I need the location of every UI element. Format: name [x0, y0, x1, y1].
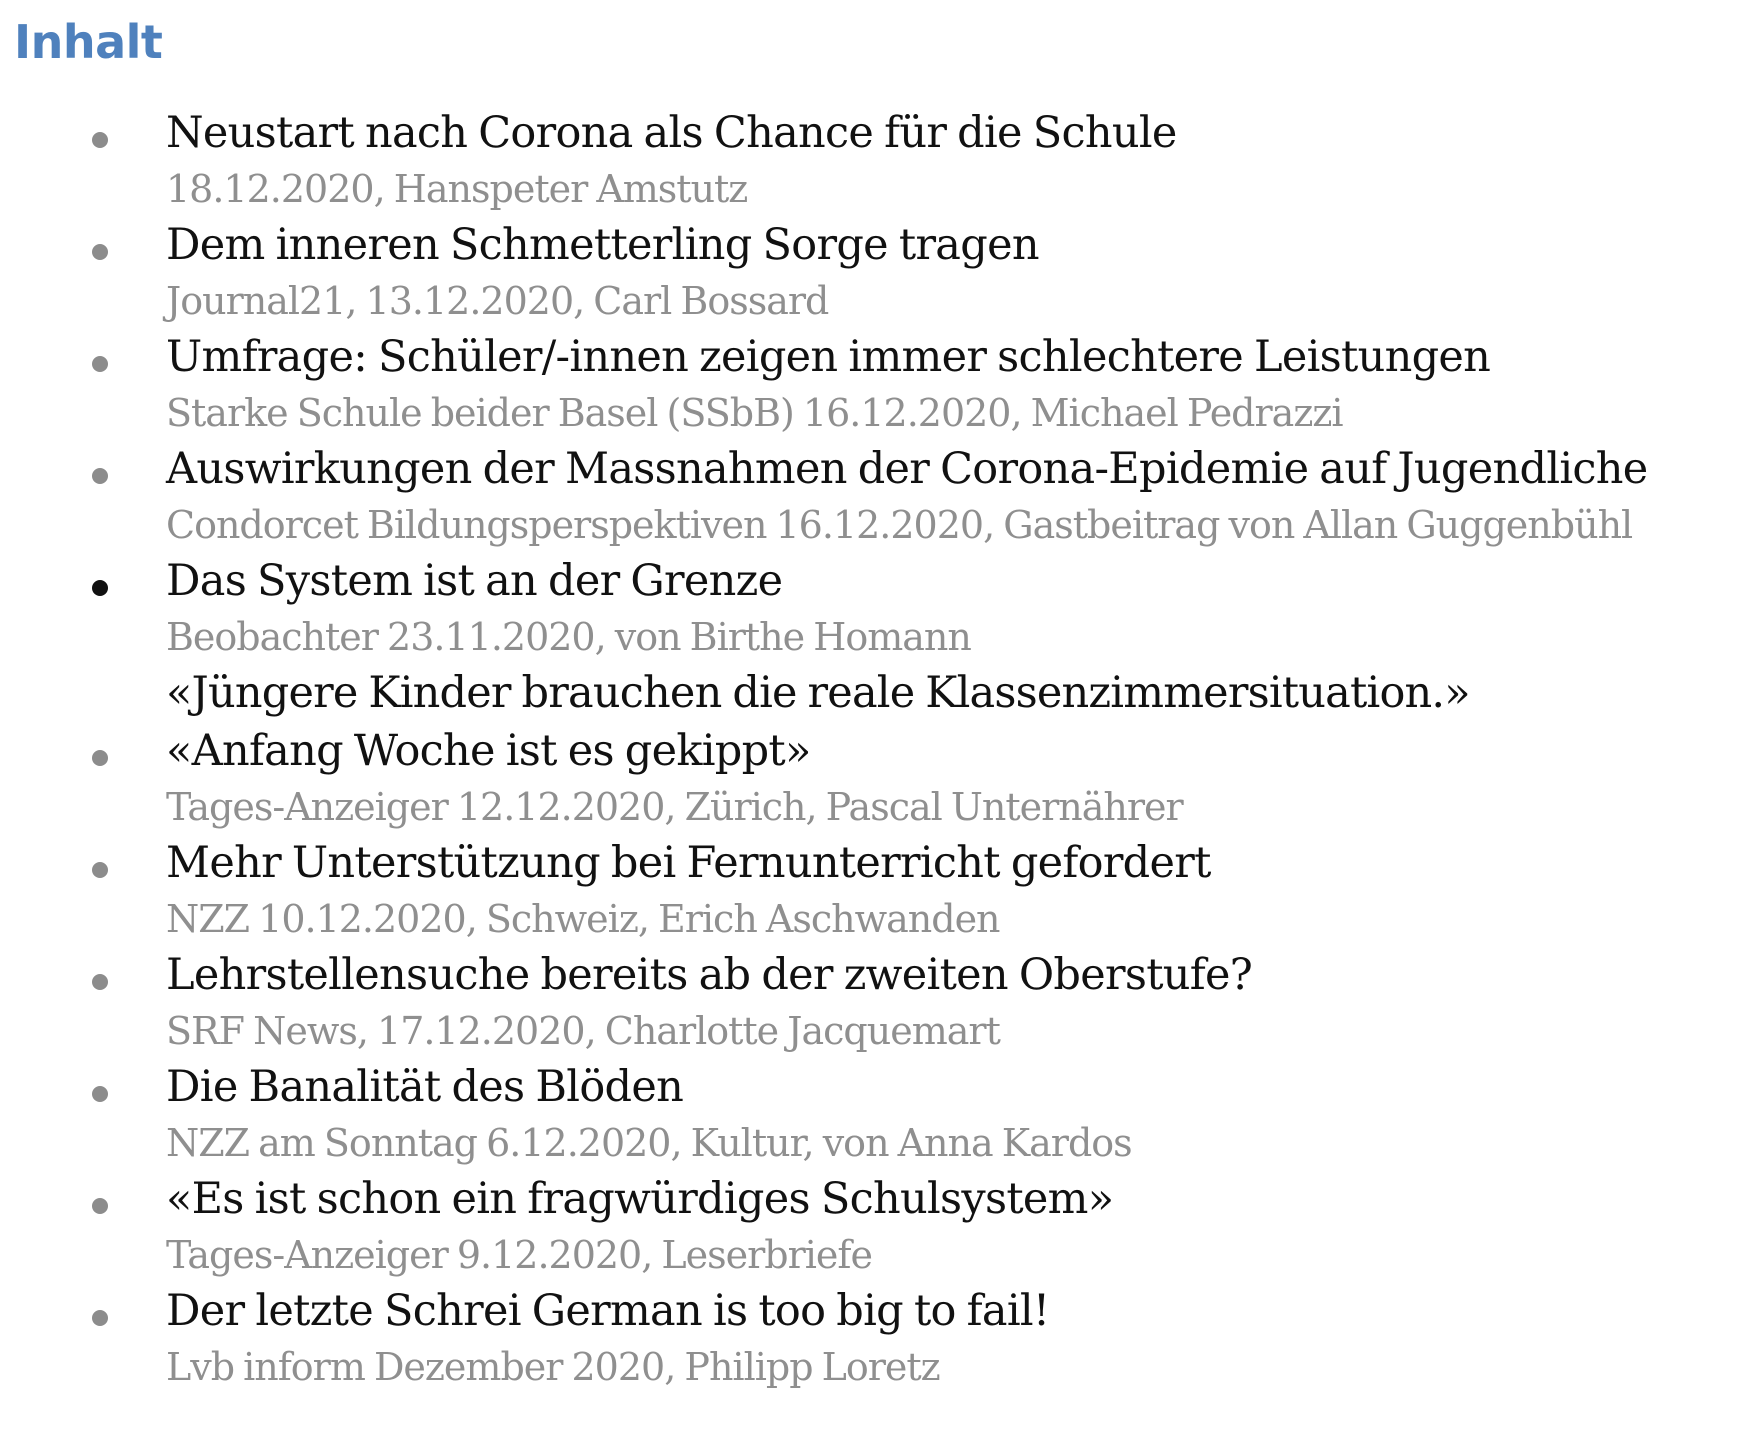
article-title-link[interactable]: «Es ist schon ein fragwürdiges Schulsystem» — [166, 1174, 1114, 1224]
toc-entry-6 — [0, 723, 1736, 835]
article-title-link[interactable]: Auswirkungen der Massnahmen der Corona-Epidemie auf Jugendliche — [166, 444, 1648, 494]
article-meta: NZZ 10.12.2020, Schweiz, Erich Aschwanden — [166, 897, 1000, 941]
bullet-icon — [92, 244, 108, 260]
bullet-icon — [92, 356, 108, 372]
article-meta: Tages-Anzeiger 12.12.2020, Zürich, Pascal Unternährer — [166, 785, 1183, 829]
toc-entry-10 — [0, 1171, 1736, 1283]
bullet-icon — [92, 1198, 108, 1214]
article-title-link[interactable]: Dem inneren Schmetterling Sorge tragen — [166, 220, 1039, 270]
article-meta: Beobachter 23.11.2020, von Birthe Homann — [166, 615, 971, 659]
bullet-icon — [92, 468, 108, 484]
article-meta: Condorcet Bildungsperspektiven 16.12.2020, Gastbeitrag von Allan Guggenbühl — [166, 503, 1633, 547]
bullet-icon — [92, 1310, 108, 1326]
toc-entry-9 — [0, 1059, 1736, 1171]
bullet-icon — [92, 580, 108, 596]
article-meta: SRF News, 17.12.2020, Charlotte Jacquemart — [166, 1009, 1000, 1053]
article-title-link[interactable]: «Anfang Woche ist es gekippt» — [166, 726, 811, 776]
article-title-link[interactable]: Umfrage: Schüler/-innen zeigen immer schlechtere Leistungen — [166, 332, 1491, 382]
bullet-icon — [92, 750, 108, 766]
article-meta: Tages-Anzeiger 9.12.2020, Leserbriefe — [166, 1233, 872, 1277]
toc-heading: Inhalt — [14, 15, 163, 69]
bullet-icon — [92, 132, 108, 148]
article-title-link[interactable]: Lehrstellensuche bereits ab der zweiten Oberstufe? — [166, 950, 1253, 1000]
article-meta: NZZ am Sonntag 6.12.2020, Kultur, von Anna Kardos — [166, 1121, 1132, 1165]
article-meta: 18.12.2020, Hanspeter Amstutz — [166, 167, 748, 211]
toc-entry-4 — [0, 441, 1736, 553]
article-title-link[interactable]: Der letzte Schrei German is too big to fail! — [166, 1286, 1050, 1336]
toc-entry-5 — [0, 553, 1736, 723]
article-title-link[interactable]: Die Banalität des Blöden — [166, 1062, 684, 1112]
article-quote: «Jüngere Kinder brauchen die reale Klassenzimmersituation.» — [166, 668, 1470, 718]
toc-entry-1 — [0, 105, 1736, 217]
article-title-link[interactable]: Neustart nach Corona als Chance für die Schule — [166, 108, 1177, 158]
toc-list — [0, 105, 1756, 1395]
article-meta: Journal21, 13.12.2020, Carl Bossard — [166, 279, 829, 323]
toc-entry-2 — [0, 217, 1736, 329]
article-meta: Starke Schule beider Basel (SSbB) 16.12.2020, Michael Pedrazzi — [166, 391, 1343, 435]
bullet-icon — [92, 862, 108, 878]
toc-entry-7 — [0, 835, 1736, 947]
toc-entry-11 — [0, 1283, 1736, 1395]
article-title-link[interactable]: Mehr Unterstützung bei Fernunterricht gefordert — [166, 838, 1211, 888]
article-title-link[interactable]: Das System ist an der Grenze — [166, 556, 783, 606]
bullet-icon — [92, 1086, 108, 1102]
toc-entry-8 — [0, 947, 1736, 1059]
bullet-icon — [92, 974, 108, 990]
article-meta: Lvb inform Dezember 2020, Philipp Loretz — [166, 1345, 940, 1389]
toc-entry-3 — [0, 329, 1736, 441]
